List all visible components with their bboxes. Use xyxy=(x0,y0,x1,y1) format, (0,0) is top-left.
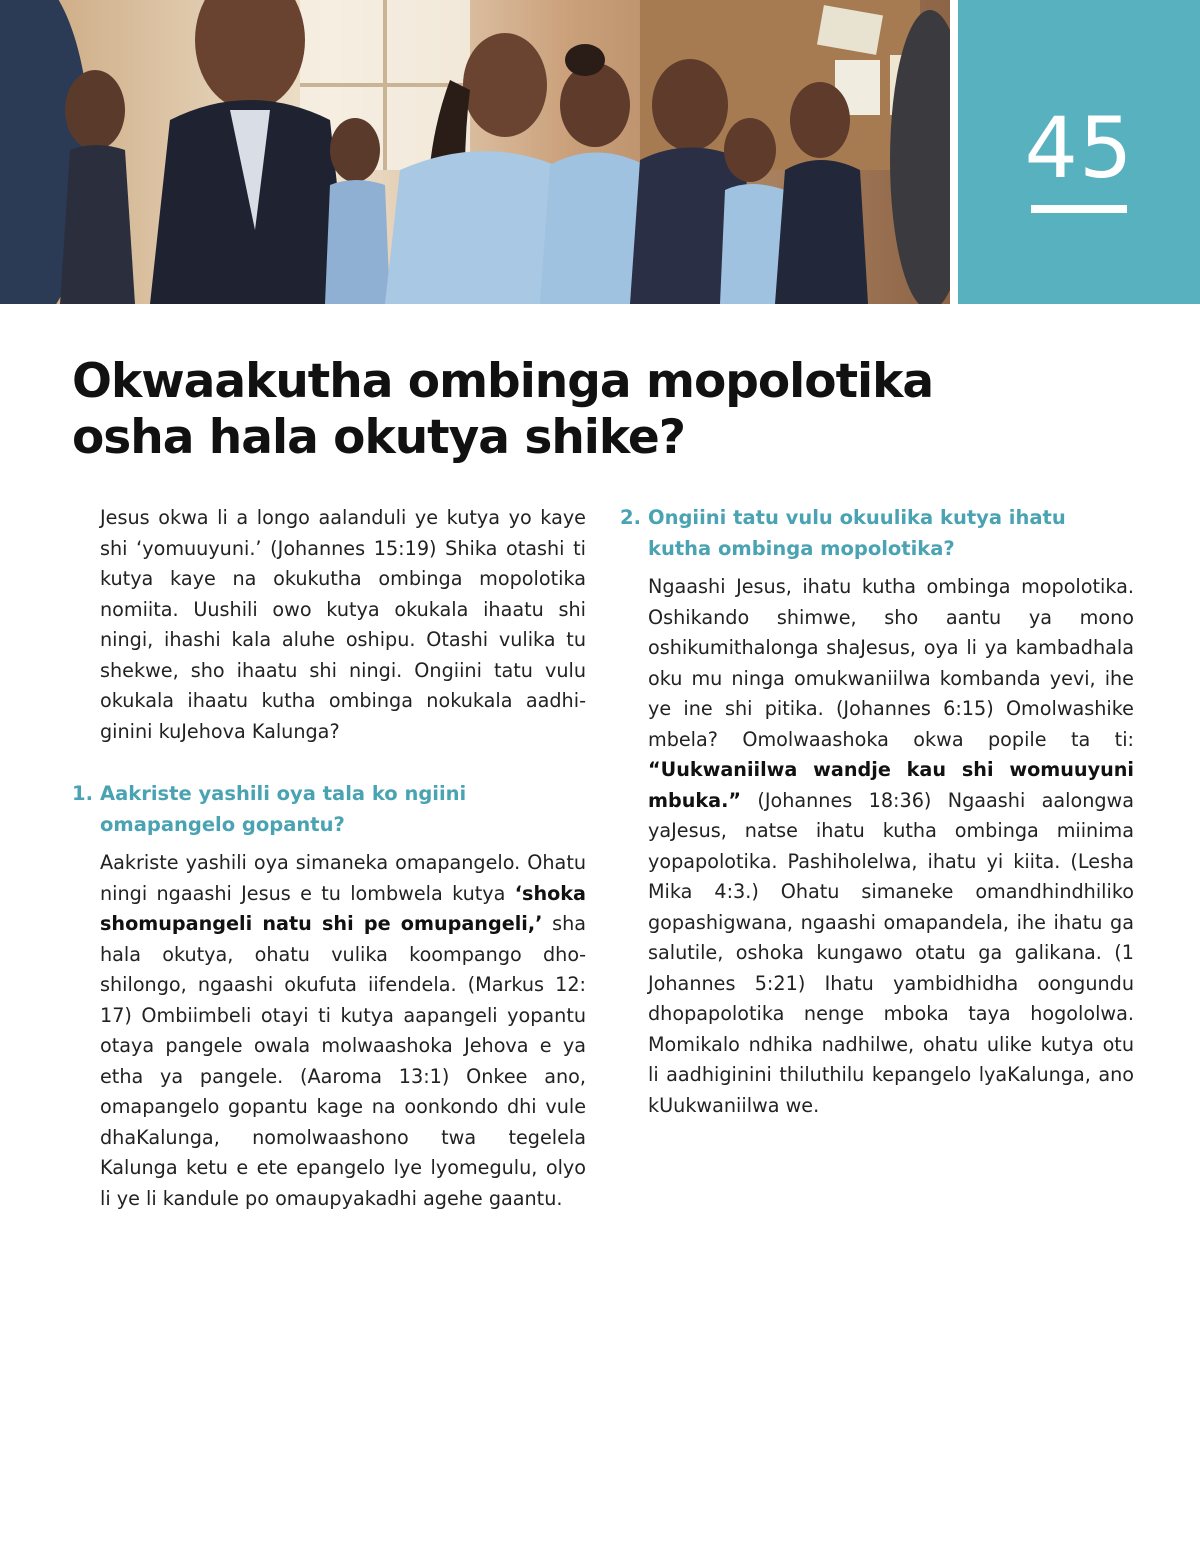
answer-1-paragraph xyxy=(72,848,586,1214)
title-line-1: Okwaakutha ombinga mopolotika xyxy=(72,354,934,409)
question-2-text: Ongiini tatu vulu okuulika kutya ihatu kutha ombinga mopolotika? xyxy=(648,506,1066,560)
answer-2-paragraph xyxy=(620,572,1134,1121)
answer-1-text-b: sha hala okutya, ohatu vulika koompango dhoshilongo, ngaashi okufuta iifendela. (Markus 12: 17) Ombiimbeli otayi ti kutya aapangeli yopantu otaya pangele owala molwaashoka Jehova e ya etha ya pangele. (Aaroma 13:1) Onkee ano, omapangelo gopantu kage na oonkondo dhi vule dhaKalunga, nomolwaashono twa tegelela Kalunga ketu e ete epangelo lye lyomegulu, olyo li ye li kandule po omaupyakadhi agehe gaantu. xyxy=(100,912,586,1210)
lesson-number-tab xyxy=(958,0,1200,304)
question-1 xyxy=(72,779,586,840)
left-column xyxy=(72,503,586,1214)
lesson-number-underline xyxy=(1031,205,1127,213)
right-column xyxy=(620,503,1134,1121)
answer-2-bold-quote: “Uukwaniilwa wandje kau shi womuuyuni mbuka.” xyxy=(648,758,1134,812)
title-line-2: osha hala okutya shike? xyxy=(72,410,686,465)
lesson-title xyxy=(72,354,952,466)
answer-2-text-a: Ngaashi Jesus, ihatu kutha ombinga mopolotika. Oshikando shimwe, sho aantu ya mono oshikumithalonga shaJesus, oya li ya kambadhala oku mu ninga omukwaniilwa kombanda yevi, ihe ye ine shi pitika. (Johannes 6:15) Omolwashike mbela? Omolwaashoka okwa popile ta ti: xyxy=(648,575,1134,751)
question-2-number: 2. xyxy=(620,506,641,529)
answer-1-bold-quote: ‘shoka shomupangeli natu shi pe omupangeli,’ xyxy=(100,881,586,935)
lesson-number: 45 xyxy=(1024,99,1134,197)
question-1-text: Aakriste yashili oya tala ko ngiini omapangelo gopantu? xyxy=(100,782,467,836)
answer-1-text-a: Aakriste yashili oya simaneka omapangelo. Ohatu ningi ngaashi Jesus e tu lombwela kutya xyxy=(100,851,586,905)
question-2 xyxy=(620,503,1134,564)
answer-2-text-b: (Johannes 18:36) Ngaashi aalongwa yaJesus, natse ihatu kutha ombinga miinima yopapolotika. Pashiholelwa, ihatu yi kiita. (Lesha Mika 4:3.) Ohatu simaneke omandhindhiliko gopashigwana, ngaashi omapandela, ihe ihatu ga salutile, oshoka kungawo otatu ga galikana. (1 Johannes 5:21) Ihatu yambidhidha oongundu dhopapolotika nenge mboka taya hogololwa. Momikalo ndhika nadhilwe, ohatu ulike kutya otu li aadhiginini thiluthilu kepangelo lyaKalunga, ano kUukwaniilwa we. xyxy=(648,788,1134,1117)
question-1-number: 1. xyxy=(72,782,93,805)
intro-paragraph: Jesus okwa li a longo aalanduli ye kutya yo kaye shi ‘yomuuyuni.’ (Johannes 15:19) Shika otashi ti kutya kaye na okukutha ombinga mopolotika nomiita. Uushili owo kutya okukala ihaatu shi ningi, ihashi kala aluhe oshipu. Otashi vulika tu shekwe, sho ihaatu shi ningi. Ongiini tatu vulu okukala ihaatu kutha ombinga nokukala aadhiginini kuJehova Kalunga? xyxy=(100,506,586,743)
hero-photo xyxy=(0,0,950,304)
